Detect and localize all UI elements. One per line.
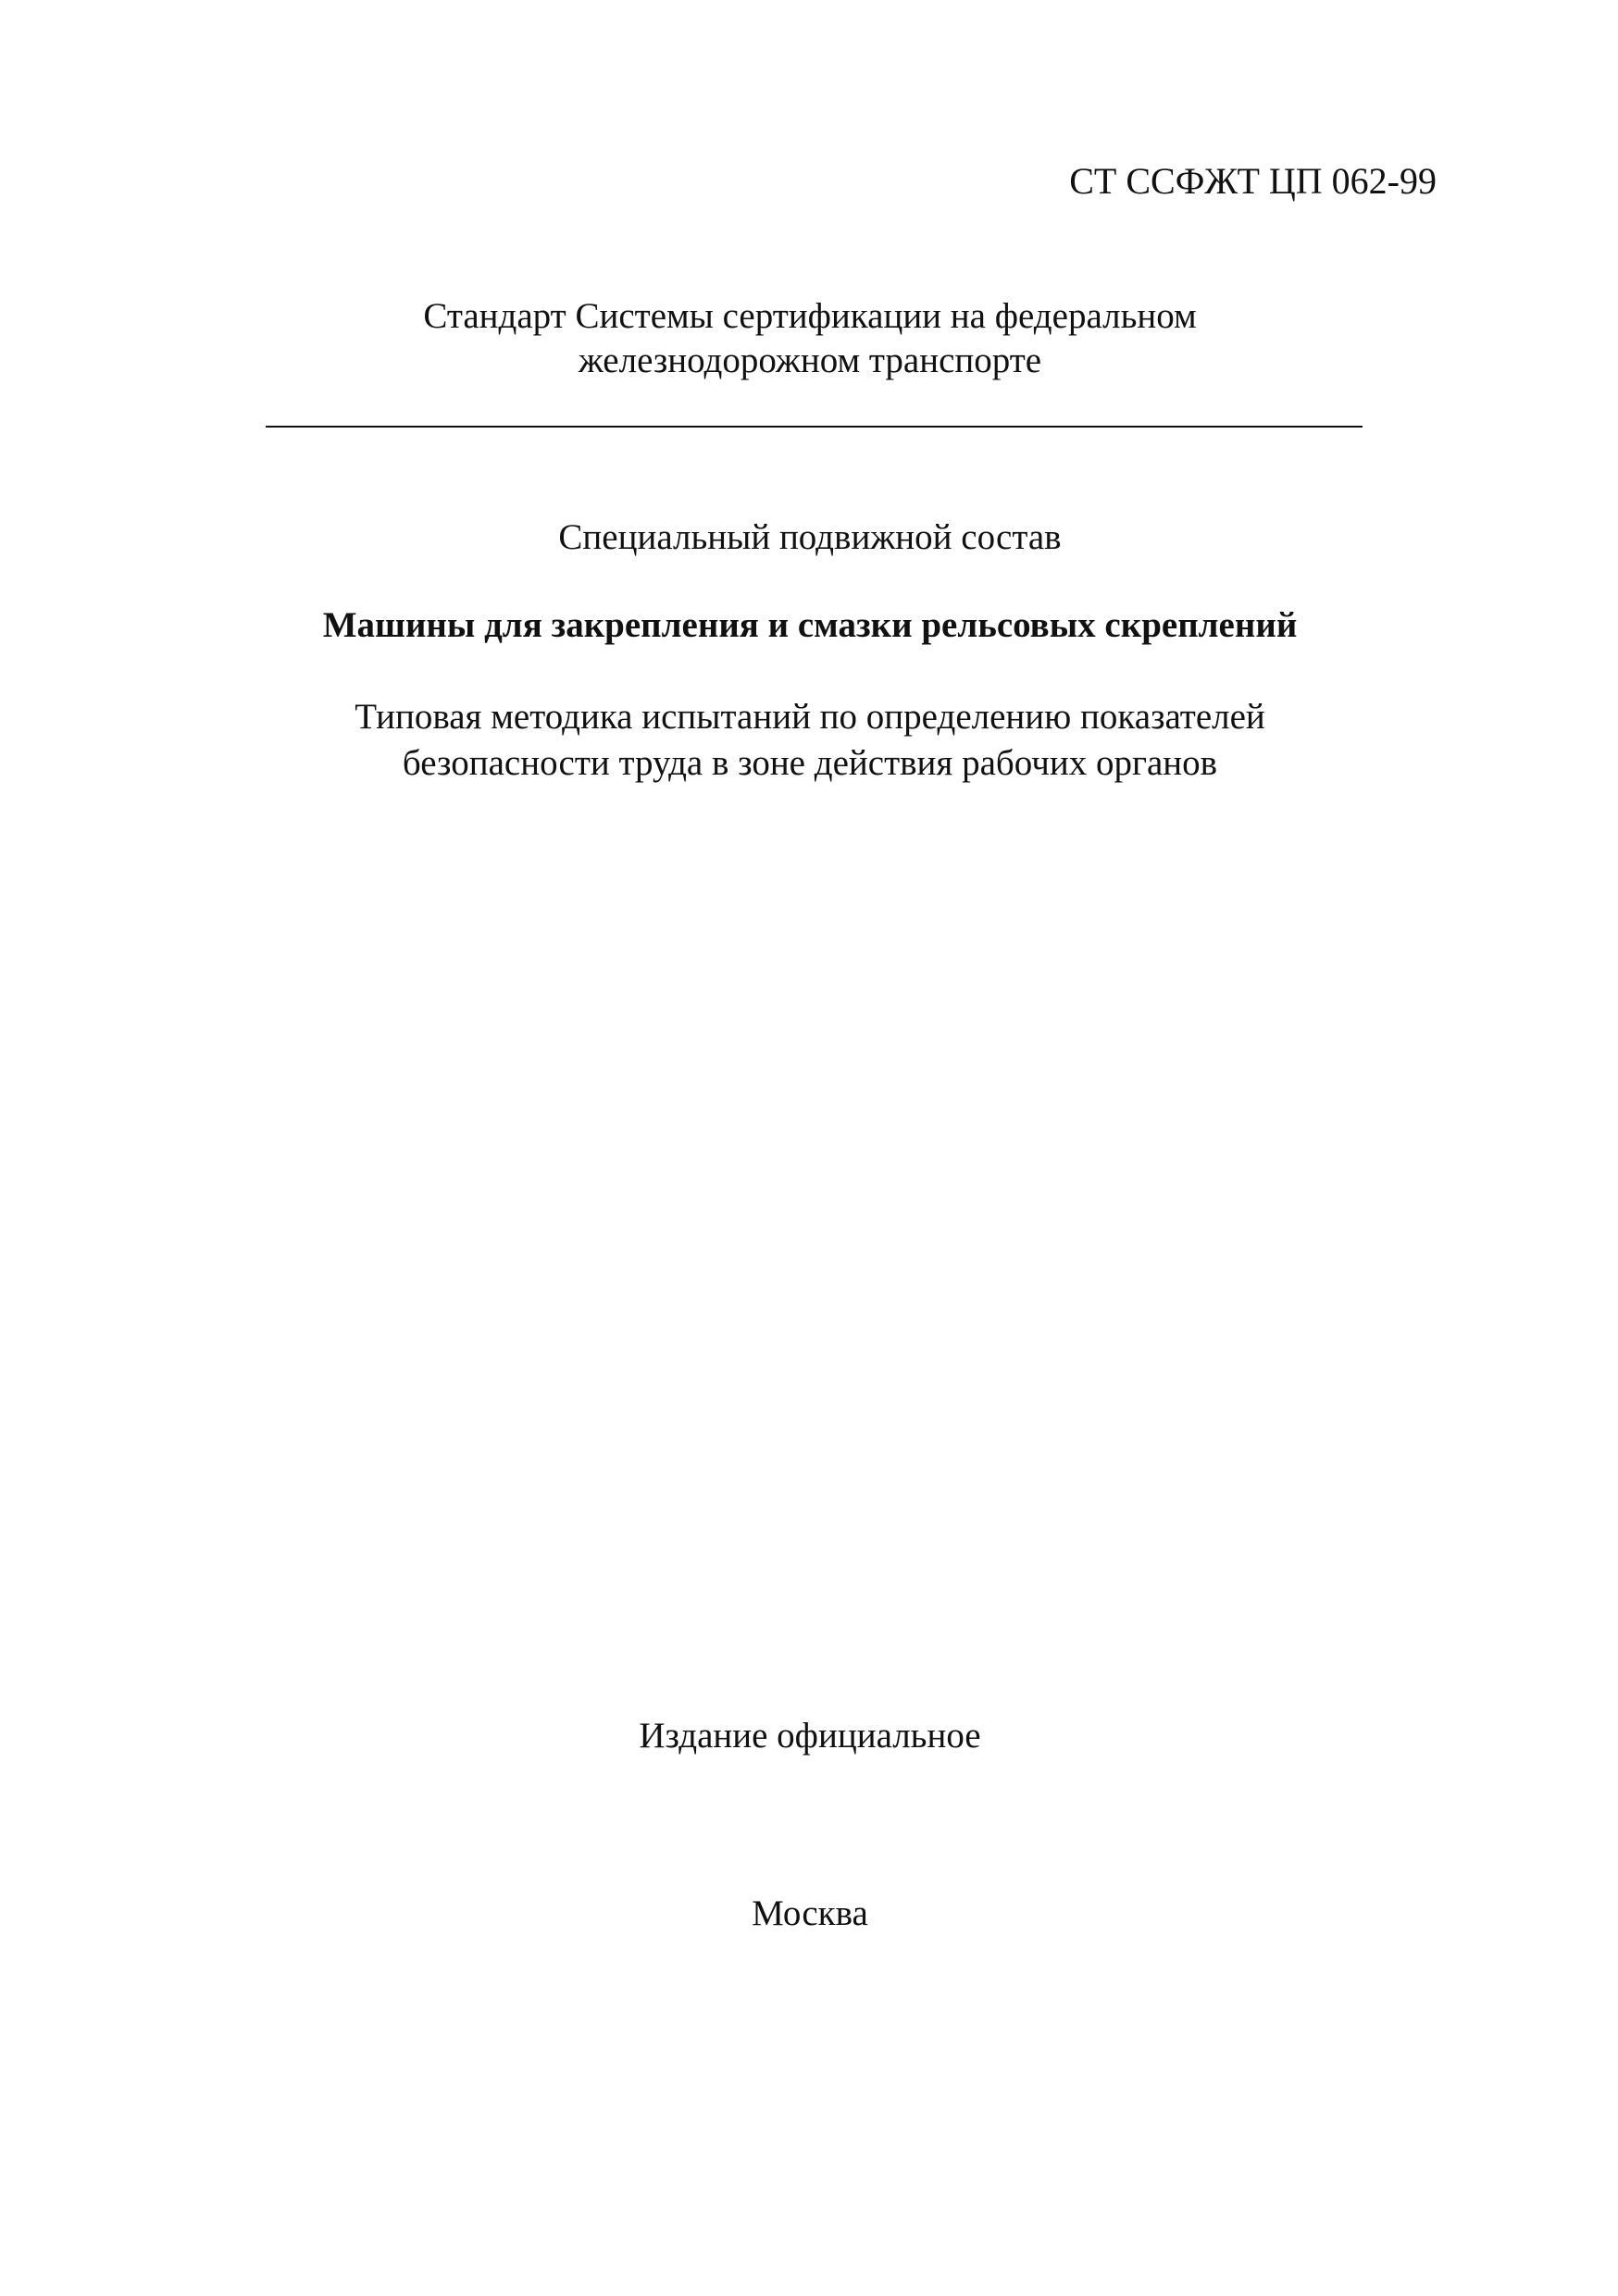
document-subtitle-line-2: безопасности труда в зоне действия рабочих органов — [402, 743, 1218, 783]
standard-system-heading-line-2: железнодорожном транспорте — [578, 341, 1042, 380]
document-subtitle — [278, 694, 1342, 787]
publication-city: Москва — [752, 1893, 868, 1933]
horizontal-divider — [266, 426, 1363, 428]
document-title: Машины для закрепления и смазки рельсовых скреплений — [322, 605, 1298, 645]
document-category: Специальный подвижной состав — [558, 517, 1062, 557]
standard-system-heading — [333, 294, 1287, 383]
standard-designation: СТ ССФЖТ ЦП 062-99 — [1069, 160, 1437, 202]
edition-note: Издание официальное — [639, 1716, 981, 1756]
document-subtitle-line-1: Типовая методика испытаний по определению показателей — [355, 697, 1265, 737]
standard-system-heading-line-1: Стандарт Системы сертификации на федеральном — [423, 296, 1197, 336]
